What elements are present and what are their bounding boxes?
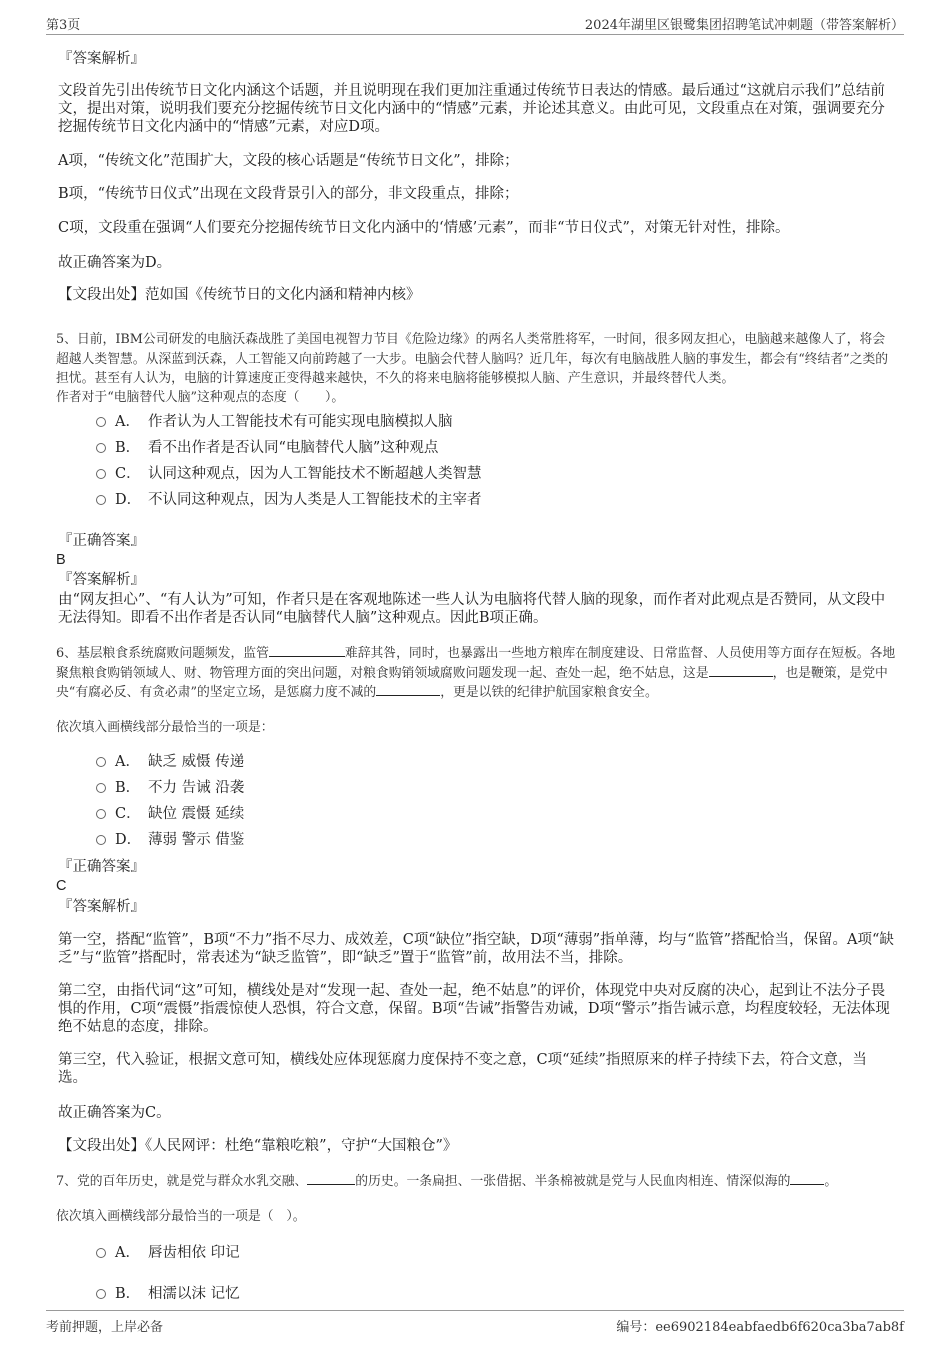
q4-analysis-p2: A项，“传统文化”范围扩大，文段的核心话题是“传统节日文化”，排除； [58,153,519,169]
q7-question: 依次填入画横线部分最恰当的一项是（ ）。 [56,1209,306,1224]
option-text: 缺位 震慑 延续 [148,806,245,822]
q6-stem-part: ，更是以铁的纪律护航国家粮食安全。 [440,685,658,700]
option-text: 唇齿相依 印记 [148,1245,240,1261]
option-text: 看不出作者是否认同“电脑替代人脑”这种观点 [148,440,439,456]
q6-analysis-p3: 第三空，代入验证，根据文意可知，横线处应体现惩腐力度保持不变之意，C项“延续”指照原来的样子持续下去，符合文意，当选。 [58,1052,867,1086]
q5-answer: B [56,552,66,568]
radio-icon[interactable] [96,783,106,793]
option-letter: C． [115,806,141,822]
radio-icon[interactable] [96,809,106,819]
radio-icon[interactable] [96,443,106,453]
option-letter: D． [115,492,142,508]
q5-analysis-label: 『答案解析』 [58,572,145,588]
q7-option-a[interactable] [96,1244,240,1262]
option-text: 作者认为人工智能技术有可能实现电脑模拟人脑 [148,414,453,430]
q6-question: 依次填入画横线部分最恰当的一项是： [56,720,274,735]
q6-option-c[interactable] [96,805,244,823]
q6-stem-part: ，也是鞭策，是党中央“有腐必反、有贪必肃”的坚定立场，是惩腐力度不减的 [56,665,888,700]
q6-stem [56,644,896,703]
q5-analysis: 由“网友担心”、“有人认为”可知，作者只是在客观地陈述一些人认为电脑将代替人脑的现象，而作者对此观点是否赞同，从文段中无法得知。即看不出作者是否认同“电脑替代人脑”这种观点。因此B项正确。 [58,592,886,626]
radio-icon[interactable] [96,1289,106,1299]
option-letter: C． [115,466,141,482]
q6-option-d[interactable] [96,831,244,849]
q5-stem: 5、日前，IBM公司研发的电脑沃森战胜了美国电视智力节目《危险边缘》的两名人类常胜将军，一时间，很多网友担心，电脑越来越像人了，将会超越人类智慧。从深蓝到沃森，人工智能又向前跨越了一大步。电脑会代替人脑吗？近几年，每次有电脑战胜人脑的事发生，都会有“终结者”之类的担忧。甚至有人认为，电脑的计算速度正变得越来越快，不久的将来电脑将能够模拟人脑、产生意识，并最终替代人类。 [56,332,889,386]
option-text: 不力 告诫 沿袭 [148,780,245,796]
option-text: 相濡以沫 记忆 [148,1286,240,1302]
page-number: 第3页 [46,18,81,33]
page-footer [46,1310,904,1335]
q6-option-b[interactable] [96,779,244,797]
fill-blank [790,1172,824,1185]
q6-analysis-p2: 第二空，由指代词“这”可知，横线处是对“发现一起、查处一起，绝不姑息”的评价，体现党中央对反腐的决心，起到让不法分子畏惧的作用，C项“震慑”指震惊使人恐惧，符合文意，保留。B项“告诫”指警告劝诫，D项“警示”指告诫示意，均程度较轻，无法体现绝不姑息的态度，排除。 [58,983,890,1035]
q4-analysis-label: 『答案解析』 [58,51,145,67]
fill-blank [376,683,440,696]
option-text: 不认同这种观点，因为人类是人工智能技术的主宰者 [148,492,482,508]
fill-blank [709,664,773,677]
option-text: 缺乏 威慑 传递 [148,754,245,770]
q4-source: 【文段出处】范如国《传统节日的文化内涵和精神内核》 [58,287,421,303]
fill-blank [269,644,345,657]
option-letter: B． [115,1286,141,1302]
q4-analysis-p1: 文段首先引出传统节日文化内涵这个话题，并且说明现在我们更加注重通过传统节日表达的情感。最后通过“这就启示我们”总结前文，提出对策，说明我们要充分挖掘传统节日文化内涵中的“情感”元素，并论述其意义。由此可见，文段重点在对策，强调要充分挖掘传统节日文化内涵中的“情感”元素，对应D项。 [58,83,885,135]
radio-icon[interactable] [96,469,106,479]
q5-option-b[interactable] [96,439,438,457]
document-title: 2024年湖里区银鹭集团招聘笔试冲刺题（带答案解析） [584,18,904,33]
radio-icon[interactable] [96,495,106,505]
q7-stem-part: 。 [824,1174,838,1189]
document-code: 编号：ee6902184eabfaedb6f620ca3ba7ab8f [616,1320,904,1335]
q6-option-a[interactable] [96,753,244,771]
option-letter: B． [115,780,141,796]
q5-option-d[interactable] [96,491,482,509]
q7-option-b[interactable] [96,1285,240,1303]
q4-answer-line: 故正确答案为D。 [58,255,172,271]
q6-stem-part: 难辞其咎，同时，也暴露出一些地方粮库在制度建设、日常监督、人员使用等方面存在短板。各地聚焦粮食购销领域人、财、物管理方面的突出问题，对粮食购销领域腐败问题发现一起、查处一起，绝不姑息，这是 [56,646,896,681]
option-text: 薄弱 警示 借鉴 [148,832,245,848]
radio-icon[interactable] [96,417,106,427]
radio-icon[interactable] [96,757,106,767]
q5-answer-label: 『正确答案』 [58,533,145,549]
fill-blank [307,1172,355,1185]
q6-analysis-label: 『答案解析』 [58,899,145,915]
q6-answer: C [56,878,67,894]
q5-option-c[interactable] [96,465,482,483]
option-letter: D． [115,832,142,848]
option-letter: A． [115,754,140,770]
radio-icon[interactable] [96,835,106,845]
q4-analysis-p4: C项，文段重在强调“人们要充分挖掘传统节日文化内涵中的‘情感’元素”，而非“节日仪式”，对策无针对性，排除。 [58,220,790,236]
q7-stem [56,1172,896,1192]
option-text: 认同这种观点，因为人工智能技术不断超越人类智慧 [148,466,482,482]
q6-answer-label: 『正确答案』 [58,859,145,875]
option-letter: A． [115,414,140,430]
q4-analysis-p3: B项，“传统节日仪式”出现在文段背景引入的部分，非文段重点，排除； [58,186,519,202]
option-letter: A． [115,1245,140,1261]
q5-question: 作者对于“电脑替代人脑”这种观点的态度（ ）。 [56,390,345,405]
q6-analysis-p1: 第一空，搭配“监管”，B项“不力”指不尽力、成效差，C项“缺位”指空缺，D项“薄弱”指单薄，均与“监管”搭配恰当，保留。A项“缺乏”与“监管”搭配时，常表述为“缺乏监管”，即“缺乏”置于“监管”前，故用法不当，排除。 [58,932,894,966]
q7-stem-part: 的历史。一条扁担、一张借据、半条棉被就是党与人民血肉相连、情深似海的 [355,1174,791,1189]
q6-stem-part: 6、基层粮食系统腐败问题频发，监管 [56,646,269,661]
radio-icon[interactable] [96,1248,106,1258]
option-letter: B． [115,440,141,456]
q7-stem-part: 7、党的百年历史，就是党与群众水乳交融、 [56,1174,308,1189]
page-header [46,12,904,35]
q5-option-a[interactable] [96,413,453,431]
q6-answer-line: 故正确答案为C。 [58,1105,171,1121]
footer-slogan: 考前押题，上岸必备 [46,1320,164,1335]
q6-source: 【文段出处】《人民网评：杜绝“靠粮吃粮”，守护“大国粮仓”》 [58,1138,458,1154]
